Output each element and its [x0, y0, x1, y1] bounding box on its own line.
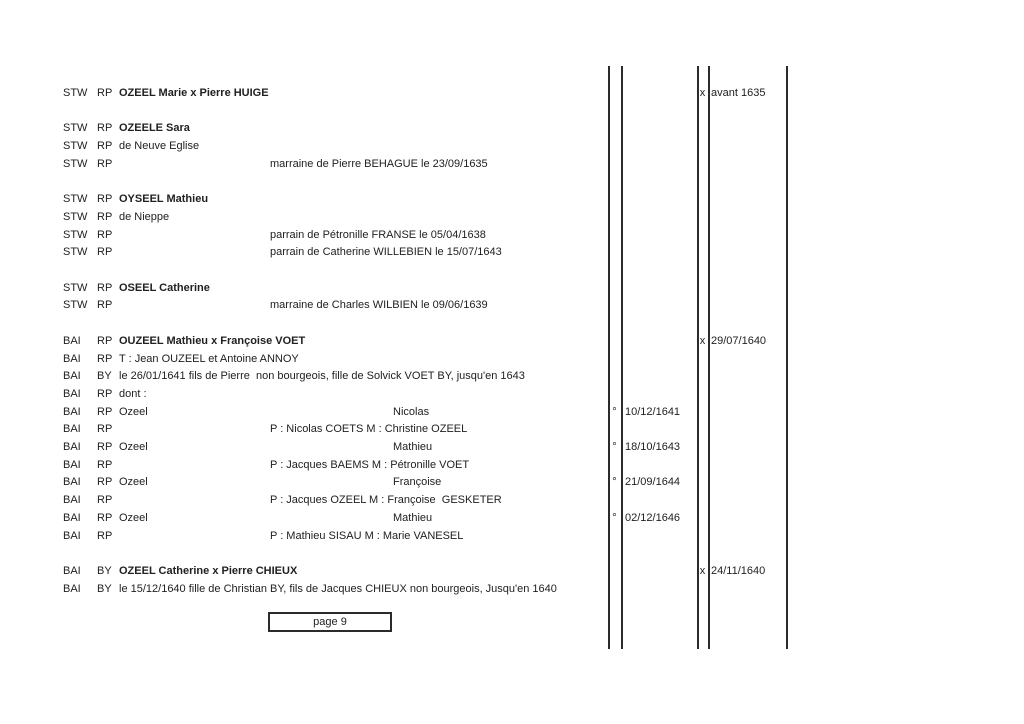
detail-text: P : Nicolas COETS M : Christine OZEEL	[270, 423, 468, 436]
register-code: RP	[97, 140, 113, 153]
child-name: Nicolas	[393, 405, 430, 418]
province-code: BAI	[63, 494, 81, 507]
table-row	[0, 420, 1024, 438]
table-row	[0, 350, 1024, 368]
detail-text: P : Jacques OZEEL M : Françoise GESKETER	[270, 494, 502, 507]
entry-text: dont :	[119, 387, 147, 400]
table-row	[0, 385, 1024, 403]
birth-symbol: °	[612, 441, 617, 453]
register-code: RP	[97, 405, 113, 418]
entry-text: OZEELE Sara	[119, 122, 190, 135]
page-number-label: page 9	[313, 616, 347, 628]
register-code: BY	[97, 582, 112, 595]
province-code: STW	[63, 87, 88, 99]
entry-text: T : Jean OUZEEL et Antoine ANNOY	[119, 352, 299, 365]
table-row	[0, 208, 1024, 226]
register-code: RP	[97, 476, 113, 489]
table-row	[0, 403, 1024, 421]
register-code: BY	[97, 564, 112, 577]
province-code: STW	[63, 228, 88, 241]
marriage-date: 29/07/1640	[711, 334, 767, 347]
province-code: BAI	[63, 370, 81, 383]
marriage-date: 24/11/1640	[711, 564, 766, 577]
birth-symbol: °	[612, 405, 617, 418]
entry-text: Ozeel	[119, 511, 148, 524]
table-row	[0, 438, 1024, 456]
entry-text: Ozeel	[119, 476, 148, 489]
entry-text: le 26/01/1641 fils de Pierre non bourgeois, fille de Solvick VOET BY, jusqu'en 1643	[119, 370, 525, 383]
province-code: BAI	[63, 582, 81, 595]
entry-text: Ozeel	[119, 405, 148, 418]
entry-text: de Nieppe	[119, 210, 170, 223]
register-code: BY	[97, 370, 112, 383]
province-code: BAI	[63, 352, 81, 365]
table-row	[0, 279, 1024, 297]
entry-text: le 15/12/1640 fille de Christian BY, fils de Jacques CHIEUX non bourgeois, Jusqu'en 1640	[119, 582, 557, 595]
table-row	[0, 226, 1024, 244]
marriage-date: avant 1635	[711, 87, 766, 99]
province-code: STW	[63, 140, 88, 153]
register-code: RP	[97, 228, 113, 241]
detail-text: parrain de Pétronille FRANSE le 05/04/1638	[270, 228, 486, 241]
register-code: RP	[97, 352, 113, 365]
register-code: RP	[97, 210, 113, 223]
register-code: RP	[97, 423, 113, 436]
province-code: STW	[63, 193, 88, 206]
detail-text: P : Jacques BAEMS M : Pétronille VOET	[270, 458, 470, 471]
register-code: RP	[97, 281, 113, 294]
table-row	[0, 456, 1024, 474]
province-code: BAI	[63, 476, 81, 489]
province-code: BAI	[63, 387, 81, 400]
province-code: BAI	[63, 334, 81, 347]
register-code: RP	[97, 193, 113, 206]
table-row	[0, 367, 1024, 385]
table-row	[0, 119, 1024, 137]
child-name: Mathieu	[393, 511, 433, 524]
birth-date: 02/12/1646	[625, 511, 681, 524]
table-row	[0, 580, 1024, 598]
register-code: RP	[97, 387, 113, 400]
register-code: RP	[97, 246, 113, 259]
marriage-symbol: x	[699, 87, 706, 99]
detail-text: marraine de Charles WILBIEN le 09/06/1639	[270, 299, 488, 312]
table-row	[0, 509, 1024, 527]
province-code: STW	[63, 281, 88, 294]
table-row	[0, 473, 1024, 491]
marriage-symbol: x	[699, 564, 706, 577]
province-code: STW	[63, 210, 88, 223]
child-name: Françoise	[393, 476, 442, 489]
register-code: RP	[97, 529, 113, 542]
register-code: RP	[97, 494, 113, 507]
register-code: RP	[97, 458, 113, 471]
marriage-symbol: x	[699, 334, 706, 347]
birth-symbol: °	[612, 511, 617, 524]
province-code: STW	[63, 246, 88, 259]
child-name: Mathieu	[393, 441, 433, 453]
province-code: BAI	[63, 511, 81, 524]
table-row	[0, 562, 1024, 580]
birth-date: 10/12/1641	[625, 405, 681, 418]
province-code: BAI	[63, 405, 81, 418]
table-row	[0, 84, 1024, 102]
table-row	[0, 155, 1024, 173]
detail-text: parrain de Catherine WILLEBIEN le 15/07/1643	[270, 246, 502, 259]
province-code: BAI	[63, 441, 81, 453]
entry-text: OYSEEL Mathieu	[119, 193, 209, 206]
entry-text: OZEEL Marie x Pierre HUIGE	[119, 87, 269, 99]
register-code: RP	[97, 334, 113, 347]
province-code: STW	[63, 299, 88, 312]
table-row	[0, 137, 1024, 155]
province-code: STW	[63, 122, 88, 135]
province-code: BAI	[63, 423, 81, 436]
birth-date: 18/10/1643	[625, 441, 681, 453]
birth-symbol: °	[612, 476, 617, 489]
table-row	[0, 332, 1024, 350]
entry-text: OSEEL Catherine	[119, 281, 210, 294]
birth-date: 21/09/1644	[625, 476, 681, 489]
detail-text: P : Mathieu SISAU M : Marie VANESEL	[270, 529, 464, 542]
entry-text: OZEEL Catherine x Pierre CHIEUX	[119, 564, 298, 577]
register-code: RP	[97, 299, 113, 312]
page-number-box	[268, 612, 392, 632]
table-row	[0, 491, 1024, 509]
province-code: STW	[63, 157, 88, 170]
entry-text: de Neuve Eglise	[119, 140, 200, 153]
register-code: RP	[97, 122, 113, 135]
register-code: RP	[97, 441, 113, 453]
register-code: RP	[97, 157, 113, 170]
detail-text: marraine de Pierre BEHAGUE le 23/09/1635	[270, 157, 488, 170]
table-row	[0, 527, 1024, 545]
table-row	[0, 243, 1024, 261]
register-code: RP	[97, 511, 113, 524]
province-code: BAI	[63, 529, 81, 542]
register-code: RP	[97, 87, 113, 99]
province-code: BAI	[63, 564, 81, 577]
province-code: BAI	[63, 458, 81, 471]
entry-text: Ozeel	[119, 441, 148, 453]
table-row	[0, 190, 1024, 208]
entry-text: OUZEEL Mathieu x Françoise VOET	[119, 334, 306, 347]
table-row	[0, 296, 1024, 314]
